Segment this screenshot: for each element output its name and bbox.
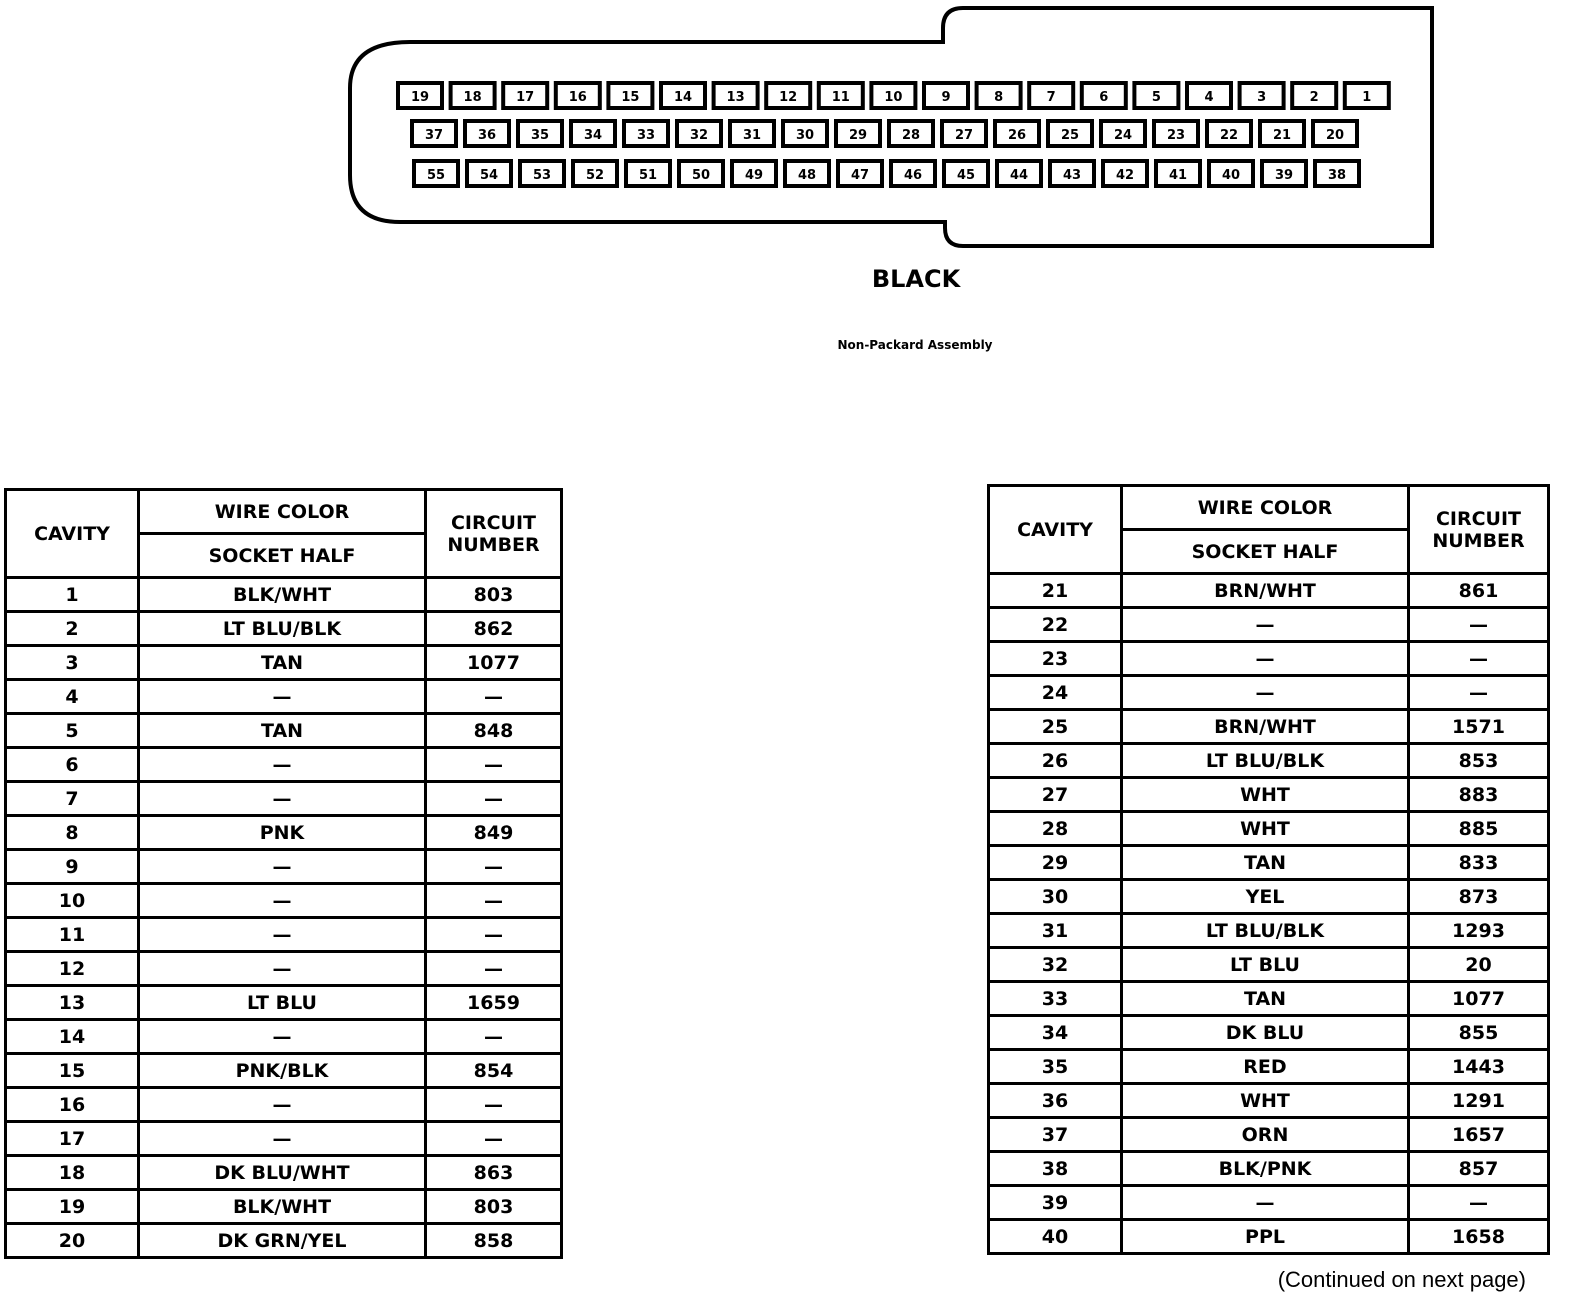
table-row <box>6 1054 562 1088</box>
cavity-number: 3 <box>1257 90 1267 105</box>
table-row <box>989 1220 1549 1254</box>
cavity-cell: 2 <box>6 612 139 646</box>
cavity-number: 27 <box>954 128 974 143</box>
cavity-number: 51 <box>638 168 658 183</box>
cavity-number: 25 <box>1060 128 1080 143</box>
circuit-number-cell: 833 <box>1409 846 1549 880</box>
table-row <box>989 1050 1549 1084</box>
cavity-cell: 9 <box>6 850 139 884</box>
wire-color-cell: — <box>139 1088 426 1122</box>
cavity-number: 36 <box>477 128 497 143</box>
cavity-cell: 1 <box>6 578 139 612</box>
cavity-cell: 37 <box>989 1118 1122 1152</box>
assembly-label: Non-Packard Assembly <box>837 338 993 352</box>
cavity-number: 43 <box>1062 168 1082 183</box>
table-row <box>989 1118 1549 1152</box>
circuit-number-cell: 1077 <box>426 646 562 680</box>
pinout-table-right <box>987 484 1550 1255</box>
cavity-number: 8 <box>994 90 1004 105</box>
cavity-cell: 27 <box>989 778 1122 812</box>
wire-color-cell: LT BLU <box>1122 948 1409 982</box>
wire-color-cell: DK BLU/WHT <box>139 1156 426 1190</box>
table-row <box>6 714 562 748</box>
cavity-grid <box>398 83 1389 186</box>
table-row <box>6 1088 562 1122</box>
cavity-cell: 21 <box>989 574 1122 608</box>
table-row <box>6 646 562 680</box>
cavity-number: 7 <box>1046 90 1056 105</box>
cavity-number: 41 <box>1168 168 1188 183</box>
circuit-number-cell: — <box>426 782 562 816</box>
cavity-cell: 39 <box>989 1186 1122 1220</box>
circuit-number-cell: 853 <box>1409 744 1549 778</box>
cavity-number: 30 <box>795 128 815 143</box>
circuit-number-cell: 858 <box>426 1224 562 1258</box>
cavity-number: 21 <box>1272 128 1292 143</box>
cavity-cell: 38 <box>989 1152 1122 1186</box>
circuit-number-cell: 1657 <box>1409 1118 1549 1152</box>
cavity-number: 20 <box>1325 128 1345 143</box>
cavity-number: 50 <box>691 168 711 183</box>
circuit-number-cell: — <box>426 748 562 782</box>
cavity-cell: 10 <box>6 884 139 918</box>
connector-diagram <box>0 0 1584 260</box>
cavity-number: 12 <box>779 90 798 105</box>
wire-color-cell: WHT <box>1122 812 1409 846</box>
circuit-number-cell: 873 <box>1409 880 1549 914</box>
cavity-number: 34 <box>583 128 603 143</box>
wire-color-cell: WHT <box>1122 778 1409 812</box>
cavity-cell: 12 <box>6 952 139 986</box>
circuit-number-cell: 1443 <box>1409 1050 1549 1084</box>
table-row <box>6 1156 562 1190</box>
cavity-cell: 3 <box>6 646 139 680</box>
cavity-number: 48 <box>797 168 817 183</box>
circuit-number-cell: 1571 <box>1409 710 1549 744</box>
wire-color-cell: BLK/WHT <box>139 578 426 612</box>
table-row <box>989 608 1549 642</box>
table-row <box>6 884 562 918</box>
table-row <box>6 986 562 1020</box>
wire-color-cell: — <box>1122 1186 1409 1220</box>
cavity-number: 45 <box>956 168 976 183</box>
circuit-number-cell: 1659 <box>426 986 562 1020</box>
cavity-header: CAVITY <box>6 490 139 578</box>
cavity-number: 10 <box>884 90 903 105</box>
cavity-cell: 5 <box>6 714 139 748</box>
circuit-number-cell: 1077 <box>1409 982 1549 1016</box>
circuit-number-cell: — <box>426 1122 562 1156</box>
wire-color-cell: WHT <box>1122 1084 1409 1118</box>
table-row <box>6 1190 562 1224</box>
wire-color-cell: — <box>139 680 426 714</box>
circuit-number-cell: — <box>1409 608 1549 642</box>
wire-color-cell: — <box>139 782 426 816</box>
table-row <box>989 1152 1549 1186</box>
wire-color-cell: LT BLU <box>139 986 426 1020</box>
wire-color-cell: BRN/WHT <box>1122 574 1409 608</box>
circuit-number-cell: 862 <box>426 612 562 646</box>
socket-half-header: SOCKET HALF <box>139 534 426 578</box>
circuit-number-cell: 1291 <box>1409 1084 1549 1118</box>
wire-color-cell: TAN <box>1122 982 1409 1016</box>
cavity-cell: 30 <box>989 880 1122 914</box>
circuit-number-cell: 803 <box>426 578 562 612</box>
cavity-number: 52 <box>585 168 605 183</box>
cavity-number: 38 <box>1327 168 1347 183</box>
circuit-number-cell: — <box>426 1088 562 1122</box>
wire-color-cell: YEL <box>1122 880 1409 914</box>
circuit-number-cell: — <box>426 884 562 918</box>
circuit-number-header <box>1409 486 1549 574</box>
cavity-cell: 40 <box>989 1220 1122 1254</box>
cavity-cell: 4 <box>6 680 139 714</box>
table-row <box>6 782 562 816</box>
cavity-cell: 8 <box>6 816 139 850</box>
table-row <box>6 816 562 850</box>
cavity-number: 14 <box>673 90 693 105</box>
wire-color-cell: LT BLU/BLK <box>139 612 426 646</box>
table-row <box>989 1186 1549 1220</box>
cavity-cell: 20 <box>6 1224 139 1258</box>
cavity-number: 49 <box>744 168 764 183</box>
wire-color-cell: PNK <box>139 816 426 850</box>
cavity-cell: 33 <box>989 982 1122 1016</box>
table-row <box>989 948 1549 982</box>
wire-color-cell: — <box>139 918 426 952</box>
cavity-cell: 17 <box>6 1122 139 1156</box>
cavity-cell: 26 <box>989 744 1122 778</box>
cavity-number: 29 <box>848 128 868 143</box>
cavity-cell: 22 <box>989 608 1122 642</box>
circuit-number-cell: 854 <box>426 1054 562 1088</box>
wire-color-cell: — <box>139 1020 426 1054</box>
wire-color-cell: BLK/PNK <box>1122 1152 1409 1186</box>
table-row <box>989 1084 1549 1118</box>
cavity-number: 1 <box>1362 90 1372 105</box>
circuit-number-cell: 1293 <box>1409 914 1549 948</box>
cavity-number: 31 <box>742 128 762 143</box>
wire-color-cell: — <box>1122 676 1409 710</box>
circuit-number-cell: 885 <box>1409 812 1549 846</box>
table-row <box>989 642 1549 676</box>
table-row <box>6 1224 562 1258</box>
cavity-cell: 31 <box>989 914 1122 948</box>
wire-color-cell: ORN <box>1122 1118 1409 1152</box>
wire-color-cell: DK BLU <box>1122 1016 1409 1050</box>
cavity-number: 11 <box>831 90 850 105</box>
wire-color-cell: — <box>1122 608 1409 642</box>
cavity-cell: 16 <box>6 1088 139 1122</box>
cavity-number: 9 <box>941 90 951 105</box>
table-row <box>989 880 1549 914</box>
cavity-number: 37 <box>424 128 444 143</box>
cavity-cell: 14 <box>6 1020 139 1054</box>
table-row <box>989 710 1549 744</box>
cavity-cell: 13 <box>6 986 139 1020</box>
circuit-number-cell: 857 <box>1409 1152 1549 1186</box>
table-row <box>6 952 562 986</box>
cavity-number: 32 <box>689 128 709 143</box>
cavity-number: 2 <box>1309 90 1319 105</box>
continued-note: (Continued on next page) <box>1277 1267 1526 1292</box>
circuit-number-cell: 883 <box>1409 778 1549 812</box>
table-row <box>989 812 1549 846</box>
table-row <box>989 574 1549 608</box>
cavity-number: 22 <box>1219 128 1239 143</box>
table-row <box>6 578 562 612</box>
table-row <box>6 748 562 782</box>
cavity-number: 18 <box>463 90 482 105</box>
cavity-number: 16 <box>568 90 587 105</box>
circuit-number-cell: 863 <box>426 1156 562 1190</box>
cavity-cell: 6 <box>6 748 139 782</box>
circuit-header-line2: NUMBER <box>1432 529 1525 552</box>
circuit-number-cell: — <box>1409 1186 1549 1220</box>
cavity-cell: 18 <box>6 1156 139 1190</box>
cavity-number: 4 <box>1204 90 1214 105</box>
connector-color-label: BLACK <box>871 265 961 293</box>
cavity-cell: 34 <box>989 1016 1122 1050</box>
cavity-number: 19 <box>410 90 430 105</box>
cavity-cell: 36 <box>989 1084 1122 1118</box>
circuit-header-line2: NUMBER <box>447 533 540 556</box>
cavity-number: 28 <box>901 128 921 143</box>
cavity-number: 46 <box>903 168 923 183</box>
cavity-number: 13 <box>726 90 745 105</box>
table-row <box>989 846 1549 880</box>
wire-color-cell: BRN/WHT <box>1122 710 1409 744</box>
circuit-number-cell: 849 <box>426 816 562 850</box>
cavity-cell: 24 <box>989 676 1122 710</box>
wire-color-cell: — <box>139 884 426 918</box>
cavity-number: 53 <box>532 168 552 183</box>
cavity-cell: 19 <box>6 1190 139 1224</box>
circuit-number-cell: — <box>426 850 562 884</box>
wire-color-cell: — <box>139 748 426 782</box>
table-row <box>6 1020 562 1054</box>
circuit-number-cell: — <box>426 680 562 714</box>
circuit-number-cell: — <box>1409 676 1549 710</box>
wire-color-cell: TAN <box>139 714 426 748</box>
cavity-number: 39 <box>1274 168 1294 183</box>
cavity-number: 5 <box>1151 90 1161 105</box>
cavity-number: 6 <box>1099 90 1109 105</box>
wire-color-cell: PNK/BLK <box>139 1054 426 1088</box>
circuit-number-cell: — <box>426 952 562 986</box>
circuit-number-cell: 855 <box>1409 1016 1549 1050</box>
circuit-number-cell: — <box>426 1020 562 1054</box>
cavity-number: 17 <box>516 90 535 105</box>
wire-color-cell: — <box>139 850 426 884</box>
circuit-header-line1: CIRCUIT <box>450 511 537 534</box>
wire-color-cell: LT BLU/BLK <box>1122 744 1409 778</box>
cavity-cell: 29 <box>989 846 1122 880</box>
cavity-number: 33 <box>636 128 656 143</box>
cavity-number: 15 <box>621 90 640 105</box>
cavity-number: 42 <box>1115 168 1135 183</box>
cavity-number: 55 <box>426 168 446 183</box>
wire-color-cell: TAN <box>139 646 426 680</box>
pinout-table-left <box>4 488 563 1259</box>
cavity-number: 54 <box>479 168 499 183</box>
wire-color-header: WIRE COLOR <box>139 490 426 534</box>
wire-color-cell: BLK/WHT <box>139 1190 426 1224</box>
circuit-number-header <box>426 490 562 578</box>
table-row <box>989 982 1549 1016</box>
circuit-number-cell: 861 <box>1409 574 1549 608</box>
wire-color-cell: RED <box>1122 1050 1409 1084</box>
wire-color-cell: DK GRN/YEL <box>139 1224 426 1258</box>
cavity-number: 23 <box>1166 128 1186 143</box>
table-row <box>6 1122 562 1156</box>
table-row <box>989 914 1549 948</box>
cavity-cell: 28 <box>989 812 1122 846</box>
cavity-cell: 35 <box>989 1050 1122 1084</box>
circuit-number-cell: — <box>1409 642 1549 676</box>
cavity-cell: 32 <box>989 948 1122 982</box>
circuit-number-cell: 1658 <box>1409 1220 1549 1254</box>
cavity-cell: 11 <box>6 918 139 952</box>
cavity-number: 40 <box>1221 168 1241 183</box>
cavity-number: 24 <box>1113 128 1133 143</box>
cavity-number: 26 <box>1007 128 1027 143</box>
table-row <box>6 680 562 714</box>
wire-color-cell: — <box>139 1122 426 1156</box>
circuit-number-cell: 848 <box>426 714 562 748</box>
table-row <box>6 612 562 646</box>
cavity-number: 47 <box>850 168 870 183</box>
cavity-number: 44 <box>1009 168 1029 183</box>
table-row <box>989 1016 1549 1050</box>
wire-color-cell: TAN <box>1122 846 1409 880</box>
cavity-cell: 25 <box>989 710 1122 744</box>
wire-color-cell: PPL <box>1122 1220 1409 1254</box>
cavity-header: CAVITY <box>989 486 1122 574</box>
table-body-left <box>6 578 562 1258</box>
table-row <box>989 744 1549 778</box>
cavity-number: 35 <box>530 128 550 143</box>
table-row <box>6 918 562 952</box>
wire-color-header: WIRE COLOR <box>1122 486 1409 530</box>
wire-color-cell: — <box>139 952 426 986</box>
table-row <box>989 778 1549 812</box>
circuit-number-cell: 803 <box>426 1190 562 1224</box>
cavity-cell: 15 <box>6 1054 139 1088</box>
cavity-cell: 23 <box>989 642 1122 676</box>
cavity-cell: 7 <box>6 782 139 816</box>
table-row <box>989 676 1549 710</box>
table-row <box>6 850 562 884</box>
circuit-number-cell: 20 <box>1409 948 1549 982</box>
circuit-number-cell: — <box>426 918 562 952</box>
wire-color-cell: LT BLU/BLK <box>1122 914 1409 948</box>
table-body-right <box>989 574 1549 1254</box>
circuit-header-line1: CIRCUIT <box>1435 507 1522 530</box>
socket-half-header: SOCKET HALF <box>1122 530 1409 574</box>
wire-color-cell: — <box>1122 642 1409 676</box>
